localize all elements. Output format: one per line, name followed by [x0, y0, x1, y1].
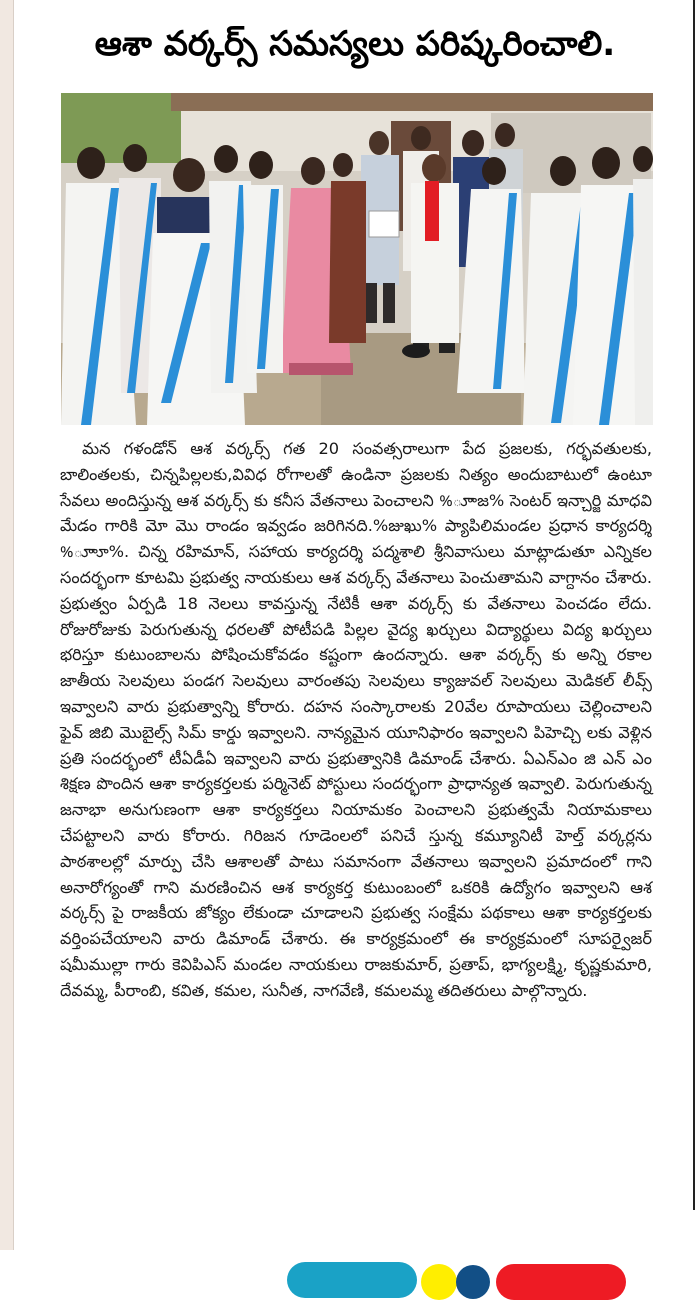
- news-photo: [61, 93, 653, 425]
- navy-dot-decoration: [456, 1265, 490, 1299]
- red-pill-decoration: [496, 1264, 626, 1300]
- right-column-rule: [693, 0, 695, 1210]
- article-body: మన గళండోన్ ఆశ వర్కర్స్ గత 20 సంవత్సరాలుగా పేద ప్రజలకు, గర్భవతులకు, బాలింతలకు, చిన్నపిల్లలకు,వివిధ రోగాలతో ఉండినా ప్రజలకు నిత్యం అందుబాటులో ఉంటూ సేవలు అందిస్తున్న ఆశ వర్కర్స్ కు కనీస వేతనాలు పెంచాలని %ూాజ% సెంటర్ ఇన్చార్జి మాధవి మేడం గారికి మో మొ రాండం ఇవ్వడం జరిగినది.%జుఖు% ప్యాపిలిమండల ప్రధాన కార్యదర్శి %ూాూ%. చిన్న రహిమాన్, సహాయ కార్యదర్శి పద్మశాలి శ్రీనివాసులు మాట్లాడుతూ ఎన్నికల సందర్భంగా కూటమి ప్రభుత్వ నాయకులు ఆశ వర్కర్స్ వేతనాలు పెంచుతామని వాగ్దానం చేశారు. ప్రభుత్వం ఏర్పడి 18 నెలలు కావస్తున్న నేటికీ ఆశా వర్కర్స్ కు వేతనాలు పెంచడం లేదు. రోజురోజుకు పెరుగుతున్న ధరలతో పోటీపడి పిల్లల వైద్య ఖర్చులు విద్యార్థులు విద్య ఖర్చులు భరిస్తూ కుటుంబాలను పోషించుకోవడం కష్టంగా ఉందన్నారు. ఆశా వర్కర్స్ కు అన్ని రకాల జాతీయ సెలవులు పండగ సెలవులు వారంతపు సెలవులు క్యాజువల్ సెలవులు మెడికల్ లీవ్స్ ఇవ్వాలని వారు ప్రభుత్వాన్ని కోరారు. దహన సంస్కారాలకు 20వేల రూపాయలు చెల్లించాలని ఫైవ్ జిబి మొబైల్స్ సిమ్ కార్డు ఇవ్వాలని. నాన్యమైన యూనిఫారం ఇవ్వాలని పిహెచ్చి లకు వెళ్లిన ప్రతి సందర్భంలో టీఏడీఏ ఇవ్వాలని వారు ప్రభుత్వానికి డిమాండ్ చేశారు. ఏఎన్ఎం జి ఎన్ ఎం శిక్షణ పొందిన ఆశా కార్యకర్తలకు పర్మినెట్ పోస్టులు సందర్భంగా ప్రాధాన్యత ఇవ్వాలి. పెరుగుతున్న జనాభా అనుగుణంగా ఆశా కార్యకర్తలు నియామకం పెంచాలని ప్రభుత్వమే నియామకాలు చేపట్టాలని వారు కోరారు. గిరిజన గూడెంలలో పనిచే స్తున్న కమ్యూనిటీ హెల్త్ వర్కర్లను పాఠశాలల్లో మార్పు చేసి ఆశాలతో పాటు సమానంగా వేతనాలు ఇవ్వాలని ప్రమాదంలో గాని అనారోగ్యంతో గాని మరణించిన ఆశ కార్యకర్త కుటుంబంలో ఒకరికి ఉద్యోగం ఇవ్వాలని ఆశ వర్కర్స్ పై రాజకీయ జోక్యం లేకుండా చూడాలని ప్రభుత్వ సంక్షేమ పథకాలు ఆశా కార్యకర్తలకు వర్తింపచేయాలని వారు డిమాండ్ చేశారు. ఈ కార్యక్రమంలో ఈ కార్యక్రమంలో సూపర్వైజర్ షమీముల్లా గారు కెవిపిఎస్ మండల నాయకులు రాజకుమార్, ప్రతాప్, భాగ్యలక్ష్మి, కృష్ణకుమారి, దేవమ్మ, పీరాంబి, కవిత, కమల, సునీత, నాగవేణి, కమలమ్మ తదితరులు పాల్గొన్నారు.: [60, 439, 652, 1000]
- headline: ఆశా వర్కర్స్ సమస్యలు పరిష్కరించాలి.: [94, 24, 616, 64]
- blue-pill-decoration: [287, 1262, 417, 1298]
- left-margin-divider: [13, 0, 14, 1250]
- left-margin-strip: [0, 0, 13, 1250]
- news-photo-icon: [61, 93, 653, 425]
- yellow-dot-decoration: [421, 1264, 457, 1300]
